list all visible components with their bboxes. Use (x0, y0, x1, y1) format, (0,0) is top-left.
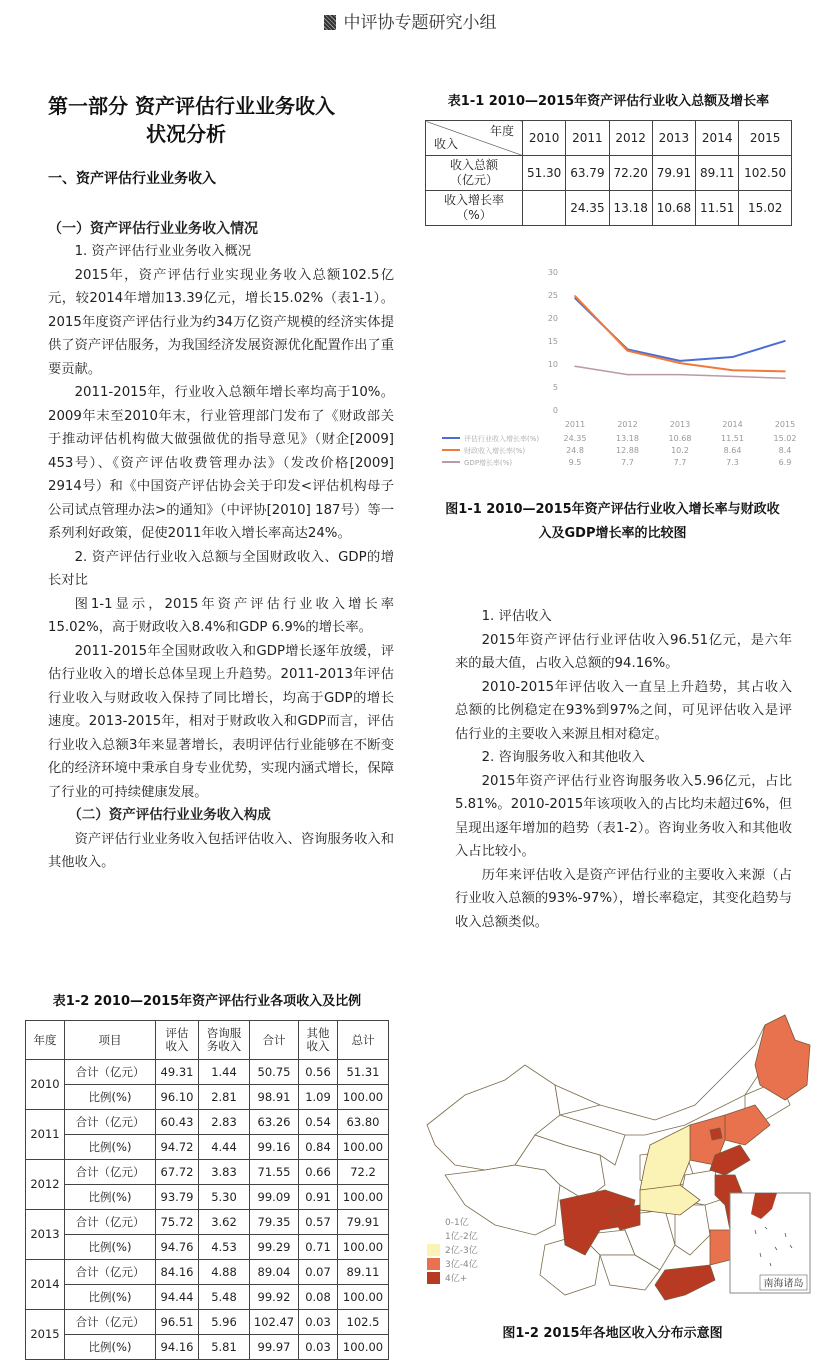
south-china-sea-inset (730, 1193, 810, 1293)
data-label: 8.64 (723, 446, 742, 455)
subsection-heading: （一）资产评估行业业务收入情况 (48, 221, 258, 237)
x-category-label: 2012 (617, 420, 638, 429)
section-heading: 一、资产评估行业业务收入 (48, 171, 216, 187)
row-label-line1: 收入增长率 (443, 193, 504, 207)
table-cell: 0.56 (299, 1060, 338, 1085)
table-cell: 94.44 (156, 1285, 199, 1310)
table-cell: 100.00 (338, 1285, 389, 1310)
data-label: 7.3 (726, 458, 739, 467)
chart-caption-line2: 入及GDP增长率的比较图 (538, 526, 687, 541)
data-label: 8.4 (778, 446, 792, 455)
paragraph: 资产评估行业业务收入包括评估收入、咨询服务收入和其他收入。 (48, 831, 394, 870)
row-label: 比例(%) (65, 1335, 156, 1360)
table-cell: 2.83 (199, 1110, 250, 1135)
paragraph: 2015年资产评估行业评估收入96.51亿元，是六年来的最大值，占收入总额的94.16%。 (455, 632, 792, 671)
y-tick-label: 30 (547, 268, 558, 277)
data-point (732, 376, 734, 378)
table-cell: 102.5 (338, 1310, 389, 1335)
x-category-label: 2013 (669, 420, 691, 429)
table-cell: 102.47 (250, 1310, 299, 1335)
growth-rate-line-chart (420, 255, 810, 475)
paragraph: 2. 资产评估行业收入总额与全国财政收入、GDP的增长对比 (48, 549, 394, 588)
data-point (574, 295, 576, 297)
running-header (0, 8, 820, 33)
year-header: 2013 (652, 121, 695, 156)
table-cell: 60.43 (156, 1110, 199, 1135)
table-cell: 63.79 (566, 156, 609, 191)
table-cell: 98.91 (250, 1085, 299, 1110)
table-cell: 0.71 (299, 1235, 338, 1260)
chart-caption (420, 498, 805, 546)
table-row (26, 1235, 389, 1260)
table-cell: 5.30 (199, 1185, 250, 1210)
table-header-row (26, 1021, 389, 1060)
year-cell: 2010 (26, 1060, 65, 1110)
row-label: 合计（亿元） (65, 1160, 156, 1185)
table-cell: 99.16 (250, 1135, 299, 1160)
table-cell: 75.72 (156, 1210, 199, 1235)
paragraph: 2015年，资产评估行业实现业务收入总额102.5亿元，较2014年增加13.39亿元，增长15.02%（表1-1）。2015年度资产评估行业为约34万亿资产规模的经济实体提供了资产评估服务，为我国经济发展资源优化配置作出了重要贡献。 (48, 267, 394, 377)
table-row (26, 1285, 389, 1310)
table-cell: 94.16 (156, 1335, 199, 1360)
data-label: 12.88 (616, 446, 639, 455)
row-label: 合计（亿元） (65, 1260, 156, 1285)
table-row (26, 1085, 389, 1110)
map-caption: 图1-2 2015年各地区收入分布示意图 (502, 1326, 723, 1341)
table-cell: 3.83 (199, 1160, 250, 1185)
table-cell: 5.81 (199, 1335, 250, 1360)
table-header-row (426, 121, 792, 156)
data-point (732, 356, 734, 358)
table-cell: 0.57 (299, 1210, 338, 1235)
table-cell: 0.54 (299, 1110, 338, 1135)
corner-top-label: 年度 (489, 124, 514, 138)
series-line (575, 366, 785, 378)
chart-caption-line1: 图1-1 2010—2015年资产评估行业收入增长率与财政收 (445, 502, 780, 517)
legend-swatch (427, 1244, 440, 1256)
legend-swatch (427, 1258, 440, 1270)
row-label: 合计（亿元） (65, 1110, 156, 1135)
table-row (26, 1210, 389, 1235)
header-line: 收入 (165, 1039, 189, 1053)
table-cell: 89.04 (250, 1260, 299, 1285)
x-category-label: 2011 (564, 420, 586, 429)
legend-label: 1亿-2亿 (445, 1232, 478, 1242)
table-row (426, 156, 792, 191)
row-label: 合计（亿元） (65, 1060, 156, 1085)
table-cell: 2.81 (199, 1085, 250, 1110)
year-cell: 2012 (26, 1160, 65, 1210)
table1 (425, 120, 792, 226)
legend-label: 4亿+ (445, 1274, 468, 1284)
table-cell: 96.10 (156, 1085, 199, 1110)
table-cell: 100.00 (338, 1185, 389, 1210)
table-cell: 4.88 (199, 1260, 250, 1285)
part-title-line2: 状况分析 (146, 122, 226, 146)
data-point (627, 350, 629, 352)
table-cell: 0.07 (299, 1260, 338, 1285)
legend-label: 0-1亿 (445, 1218, 469, 1228)
data-point (679, 374, 681, 376)
paragraph: 2011-2015年全国财政收入和GDP增长逐年放缓，评估行业收入的增长总体呈现上升趋势。2011-2013年评估行业收入与财政收入保持了同比增长，均高于GDP的增长速度。2013-2015年，相对于财政收入和GDP而言，评估行业收入总额3年来显著增长，表明评估行业能够在不断变化的经济环境中秉承自身专业优势，实现内涵式增长，保障了行业的可持续健康发展。 (48, 643, 394, 800)
table-row (26, 1060, 389, 1085)
row-label: 合计（亿元） (65, 1310, 156, 1335)
y-tick-label: 10 (547, 360, 558, 369)
header-cell: 年度 (26, 1021, 65, 1060)
paragraph: 1. 资产评估行业业务收入概况 (74, 244, 252, 259)
y-tick-label: 0 (552, 406, 558, 415)
header-cell: 项目 (65, 1021, 156, 1060)
table-cell: 4.44 (199, 1135, 250, 1160)
row-label: 合计（亿元） (65, 1210, 156, 1235)
table-cell: 79.35 (250, 1210, 299, 1235)
legend-label: 2亿-3亿 (445, 1246, 478, 1256)
legend-label: 3亿-4亿 (445, 1260, 478, 1270)
header-cell: 合计 (250, 1021, 299, 1060)
data-label: 9.5 (568, 458, 582, 467)
map-region-guangdong (655, 1265, 715, 1300)
header-line: 评估 (165, 1026, 189, 1040)
paragraph: 2010-2015年评估收入一直呈上升趋势，其占收入总额的比例稳定在93%到97%之间，可见评估收入是评估行业的主要收入来源且相对稳定。 (455, 679, 792, 742)
table-cell: 89.11 (696, 156, 739, 191)
table-cell: 0.84 (299, 1135, 338, 1160)
y-tick-label: 15 (547, 337, 558, 346)
table-cell: 89.11 (338, 1260, 389, 1285)
table-cell: 0.03 (299, 1335, 338, 1360)
table1-caption: 表1-1 2010—2015年资产评估行业收入总额及增长率 (447, 94, 770, 109)
header-line: 收入 (306, 1039, 330, 1053)
table-row (26, 1310, 389, 1335)
table-cell: 0.66 (299, 1160, 338, 1185)
year-header: 2011 (566, 121, 609, 156)
row-label (426, 191, 523, 226)
row-label: 比例(%) (65, 1185, 156, 1210)
row-label-line2: （亿元） (449, 173, 498, 187)
table-row (26, 1185, 389, 1210)
table-cell: 96.51 (156, 1310, 199, 1335)
table-cell: 0.08 (299, 1285, 338, 1310)
year-header: 2010 (523, 121, 566, 156)
data-label: 7.7 (621, 458, 634, 467)
y-tick-label: 5 (552, 383, 558, 392)
header-cell (299, 1021, 338, 1060)
table-cell: 79.91 (652, 156, 695, 191)
table-cell: 100.00 (338, 1135, 389, 1160)
table-cell: 24.35 (566, 191, 609, 226)
table-cell: 100.00 (338, 1335, 389, 1360)
map-region-beijing (710, 1128, 722, 1140)
year-cell: 2013 (26, 1210, 65, 1260)
year-header: 2012 (609, 121, 652, 156)
table-cell: 100.00 (338, 1085, 389, 1110)
table-cell: 94.72 (156, 1135, 199, 1160)
row-label (426, 156, 523, 191)
x-category-label: 2014 (722, 420, 743, 429)
china-revenue-map (425, 985, 815, 1305)
part-title-line1: 第一部分 资产评估行业业务收入 (48, 94, 335, 118)
table-cell: 10.68 (652, 191, 695, 226)
table-cell: 99.92 (250, 1285, 299, 1310)
table-row (26, 1110, 389, 1135)
table-cell: 50.75 (250, 1060, 299, 1085)
legend-label: 评估行业收入增长率(%) (464, 435, 540, 443)
row-label-line2: （%） (456, 208, 492, 222)
table-cell: 4.53 (199, 1235, 250, 1260)
table-cell: 99.97 (250, 1335, 299, 1360)
legend-label: GDP增长率(%) (464, 459, 513, 467)
header-line: 务收入 (206, 1039, 242, 1053)
table-cell: 94.76 (156, 1235, 199, 1260)
row-label: 比例(%) (65, 1235, 156, 1260)
header-line: 其他 (306, 1026, 330, 1040)
paragraph: 2015年资产评估行业咨询服务收入5.96亿元，占比5.81%。2010-2015年该项收入的占比均未超过6%，但呈现出逐年增加的趋势（表1-2）。咨询业务收入和其他收入占比较小。 (455, 773, 792, 859)
inset-label: 南海诸岛 (763, 1278, 804, 1290)
data-point (574, 366, 576, 368)
logo-icon (324, 15, 336, 30)
legend-swatch (427, 1272, 440, 1284)
paragraph: 2. 咨询服务收入和其他收入 (481, 750, 645, 765)
table-row (26, 1135, 389, 1160)
table-cell: 15.02 (739, 191, 792, 226)
data-label: 13.18 (616, 434, 639, 443)
table-cell: 11.51 (696, 191, 739, 226)
part-title (48, 92, 378, 148)
corner-bottom-label: 收入 (434, 137, 459, 151)
data-label: 15.02 (773, 434, 797, 443)
table2 (25, 1020, 389, 1360)
table-cell: 93.79 (156, 1185, 199, 1210)
table-cell: 63.26 (250, 1110, 299, 1135)
header-title: 中评协专题研究小组 (343, 13, 497, 33)
table-cell: 99.29 (250, 1235, 299, 1260)
table-cell: 5.96 (199, 1310, 250, 1335)
table-cell: 0.91 (299, 1185, 338, 1210)
table-cell: 100.00 (338, 1235, 389, 1260)
table-cell: 63.80 (338, 1110, 389, 1135)
paragraph: 1. 评估收入 (481, 609, 552, 624)
table-cell: 67.72 (156, 1160, 199, 1185)
row-label: 比例(%) (65, 1285, 156, 1310)
corner-cell (426, 121, 523, 156)
table-cell (523, 191, 566, 226)
table-cell: 72.2 (338, 1160, 389, 1185)
table-cell: 79.91 (338, 1210, 389, 1235)
table-cell: 102.50 (739, 156, 792, 191)
table-cell: 84.16 (156, 1260, 199, 1285)
data-label: 6.9 (778, 458, 792, 467)
year-cell: 2011 (26, 1110, 65, 1160)
y-tick-label: 25 (547, 291, 558, 300)
data-label: 7.7 (673, 458, 687, 467)
data-point (627, 374, 629, 376)
table-cell: 71.55 (250, 1160, 299, 1185)
table-cell: 1.09 (299, 1085, 338, 1110)
paragraph: 图1-1显示，2015年资产评估行业收入增长率15.02%，高于财政收入8.4%和GDP 6.9%的增长率。 (48, 596, 394, 635)
row-label: 比例(%) (65, 1085, 156, 1110)
header-cell: 总计 (338, 1021, 389, 1060)
data-label: 24.35 (563, 434, 587, 443)
table2-caption: 表1-2 2010—2015年资产评估行业各项收入及比例 (52, 994, 362, 1009)
table-cell: 51.30 (523, 156, 566, 191)
table-cell: 3.62 (199, 1210, 250, 1235)
legend-label: 财政收入增长率(%) (464, 447, 526, 455)
year-cell: 2015 (26, 1310, 65, 1360)
table-row (26, 1160, 389, 1185)
table-cell: 49.31 (156, 1060, 199, 1085)
x-category-label: 2015 (774, 420, 796, 429)
table-row (26, 1260, 389, 1285)
table-cell: 0.03 (299, 1310, 338, 1335)
subsection-heading-2: （二）资产评估行业业务收入构成 (68, 807, 271, 823)
year-header: 2015 (739, 121, 792, 156)
table-row (26, 1335, 389, 1360)
data-point (784, 371, 786, 373)
left-column (48, 240, 394, 875)
table-cell: 1.44 (199, 1060, 250, 1085)
data-label: 11.51 (721, 434, 744, 443)
data-label: 10.2 (671, 446, 689, 455)
year-header: 2014 (696, 121, 739, 156)
table-row (426, 191, 792, 226)
y-tick-label: 20 (547, 314, 558, 323)
header-cell (156, 1021, 199, 1060)
header-cell (199, 1021, 250, 1060)
data-point (784, 340, 786, 342)
right-column (455, 605, 792, 934)
paragraph: 2011-2015年，行业收入总额年增长率均高于10%。2009年末至2010年末，行业管理部门发布了《财政部关于推动评估机构做大做强做优的指导意见》（财企[2009] 453号）、《资产评估收费管理办法》（发改价格[2009] 2914号）和《中国资产评估协会关于印发<评估机构母子公司试点管理办法>的通知》（中评协[2010] 187号）等一系列利好政策，促使2011年收入增长率高达24%。 (48, 385, 394, 541)
data-point (679, 362, 681, 364)
map-region-fujian (710, 1230, 730, 1265)
table-cell: 99.09 (250, 1185, 299, 1210)
table-cell: 13.18 (609, 191, 652, 226)
map-legend (427, 1216, 478, 1284)
table-cell: 51.31 (338, 1060, 389, 1085)
table-cell: 5.48 (199, 1285, 250, 1310)
data-point (784, 377, 786, 379)
data-label: 10.68 (668, 434, 692, 443)
year-cell: 2014 (26, 1260, 65, 1310)
row-label-line1: 收入总额 (449, 158, 498, 172)
row-label: 比例(%) (65, 1135, 156, 1160)
table-cell: 72.20 (609, 156, 652, 191)
data-point (679, 360, 681, 362)
paragraph: 历年来评估收入是资产评估行业的主要收入来源（占行业收入总额的93%-97%），增长率稳定，其变化趋势与收入总额类似。 (455, 867, 792, 930)
data-point (732, 369, 734, 371)
header-line: 咨询服 (206, 1026, 242, 1040)
data-label: 24.8 (566, 446, 584, 455)
